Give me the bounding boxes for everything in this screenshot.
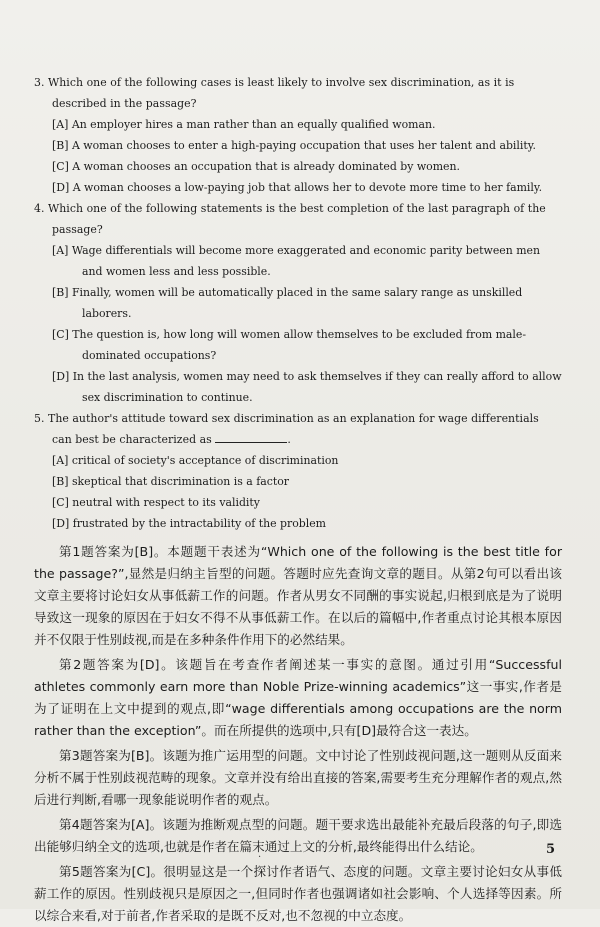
option-d: [D] In the last analysis, women may need to ask themselves if they can really afford to allow sex discrimination to continue. xyxy=(52,370,562,404)
question-3 xyxy=(34,72,562,198)
question-stem: 3. Which one of the following cases is least likely to involve sex discrimination, as it is described in the passage? xyxy=(34,76,515,110)
question-stem-end: . xyxy=(287,433,291,446)
question-stem-text: 5. The author's attitude toward sex discrimination as an explanation for wage differentials can best be characterized as xyxy=(34,412,539,446)
option-c: [C] A woman chooses an occupation that is already dominated by women. xyxy=(52,160,460,173)
page-number: 5 xyxy=(545,842,555,857)
option-b: [B] Finally, women will be automatically placed in the same salary range as unskilled laborers. xyxy=(52,286,523,320)
option-b: [B] skeptical that discrimination is a factor xyxy=(52,475,289,488)
option-d: [D] A woman chooses a low-paying job that allows her to devote more time to her family. xyxy=(52,181,543,194)
footer-mark: · xyxy=(258,852,262,863)
question-stem xyxy=(34,408,562,450)
question-4 xyxy=(34,198,562,408)
answer-explanations xyxy=(34,541,562,927)
question-5 xyxy=(34,408,562,534)
option-a: [A] critical of society's acceptance of discrimination xyxy=(52,454,339,467)
option-c: [C] neutral with respect to its validity xyxy=(52,496,260,509)
answer-1: 第1题答案为[B]。本题题干表述为“Which one of the following is the best title for the passage?”,显然是归纳主旨型的问题。答题时应先查询文章的题目。从第2句可以看出该文章主要将讨论妇女从事低薪工作的问题。作者从男女不同酬的事实说起,归根到底是为了说明导致这一现象的原因在于妇女不得不从事低薪工作。在以后的篇幅中,作者重点讨论其根本原因并不仅限于性别歧视,而是在多种条件作用下的必然结果。 xyxy=(34,544,562,647)
option-c: [C] The question is, how long will women allow themselves to be excluded from male-dominated occupations? xyxy=(52,328,527,362)
answer-blank xyxy=(215,432,287,443)
answer-5: 第5题答案为[C]。很明显这是一个探讨作者语气、态度的问题。文章主要讨论妇女从事低薪工作的原因。性别歧视只是原因之一,但同时作者也强调诸如社会影响、个人选择等因素。所以综合来看,对于前者,作者采取的是既不反对,也不忽视的中立态度。 xyxy=(34,864,562,923)
question-stem: 4. Which one of the following statements is the best completion of the last paragraph of the passage? xyxy=(34,202,546,236)
answer-3: 第3题答案为[B]。该题为推广运用型的问题。文中讨论了性别歧视问题,这一题则从反面来分析不属于性别歧视范畴的现象。文章并没有给出直接的答案,需要考生充分理解作者的观点,然后进行判断,看哪一现象能说明作者的观点。 xyxy=(34,748,562,807)
answer-4: 第4题答案为[A]。该题为推断观点型的问题。题干要求选出最能补充最后段落的句子,即选出能够归纳全文的选项,也就是作者在篇末通过上文的分析,最终能得出什么结论。 xyxy=(34,817,562,854)
option-d: [D] frustrated by the intractability of the problem xyxy=(52,517,327,530)
answer-2: 第2题答案为[D]。该题旨在考查作者阐述某一事实的意图。通过引用“Successful athletes commonly earn more than Noble Prize-winning academics”这一事实,作者是为了证明在上文中提到的观点,即“wage differentials among occupations are the norm rather than the exception”。而在所提供的选项中,只有[D]最符合这一表达。 xyxy=(34,657,562,738)
option-a: [A] Wage differentials will become more exaggerated and economic parity between men and women less and less possible. xyxy=(52,244,540,278)
option-b: [B] A woman chooses to enter a high-paying occupation that uses her talent and ability. xyxy=(52,139,536,152)
option-a: [A] An employer hires a man rather than an equally qualified woman. xyxy=(52,118,436,131)
